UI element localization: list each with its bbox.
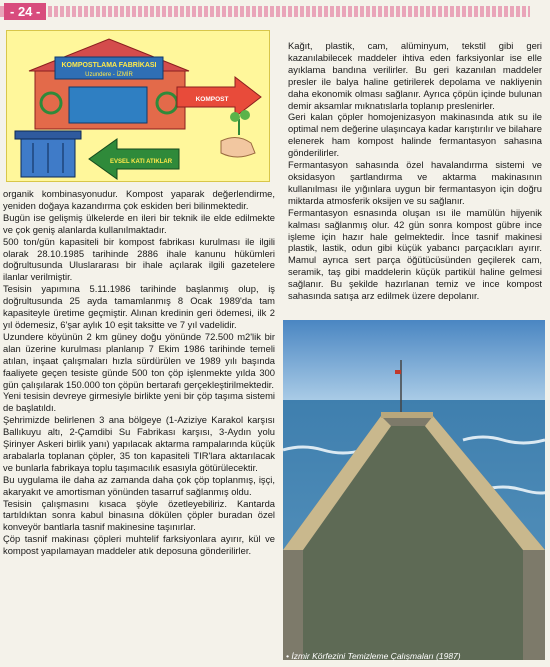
plant-leaf-icon [230,112,240,122]
factory-window [69,87,147,123]
photo-caption: • İzmir Körfezini Temizleme Çalışmaları (1987) [286,651,461,661]
paragraph: Bugün ise gelişmiş ülkelerde en ileri bir teknik ile elde edilmekte ve çok geniş alanlarda kullanılmaktadır. [3,211,275,235]
plant-leaf-icon [240,110,250,120]
factory-sign-sub: Uzundere - İZMİR [85,72,133,78]
page-number: - 24 - [4,3,46,20]
pier-end [381,412,433,418]
page-header [0,0,550,24]
header-rule [0,6,530,17]
left-text-column [3,188,275,557]
paragraph: Fermantasyon esnasında oluşan ısı ile mamülün hijyenik kalması sağlanmış olur. 42 gün sonra kompost gübre ince işleme için hazır hale gelmektedir. İnce tasnif makinesi plastik, lastik, odun gibi küçük yabancı parçacıkları ayırır. Mamul ayrıca sert parça öğütücüsünden geçilerek cam, seramik, taş gibi maddelerin küçük partikül haline gelmesi sağlanır. Bu şekilde hazırlanan temiz ve ince kompost sahasında satışa arz edilmek üzere depolanır. [288,206,542,302]
compost-arrow-label: KOMPOST [195,96,229,103]
paragraph: Uzundere köyünün 2 km güney doğu yönünde 72.500 m2'lik bir alan üzerine kurulması planlanıp 7 Ekim 1986 tarihinde temeli atılan, inşaat çalışmaları hızla sürdürülen ve 1989 yılı başında faaliyete geçen tesiste günde 500 ton çöp işlenmekte yılda 300 gün çalışılarak 150.000 ton çöpün bertarafı gerçekleştirilmektedir. [3,330,275,390]
hand-icon [221,137,255,157]
waste-arrow-label: EVSEL KATI ATIKLAR [109,159,173,165]
right-text-column [288,40,542,302]
paragraph: Tesisin yapımına 5.11.1986 tarihinde başlanmış olup, iş doğrultusunda 25 ayda tamamlanmış 8 Ocak 1989'da tam kapasiteyle üretime geçmiştir. Alınan kredinin geri ödemesi, ilk 2 yıl ödemesiz, 6'şar aylık 10 eşit taksitte ve 7 yıl vadelidir. [3,283,275,330]
paragraph: Çöp tasnif makinası çöpleri muhtelif farksiyonlara ayırır, kül ve kompost yapılamayan maddeler atık deposuna gönderilirler. [3,533,275,557]
paragraph: Geri kalan çöpler homojenizasyon makinasında atık su ile optimal nem değerine ulaşıncaya kadar karıştırılır ve bilahare elenerek ham kompost halinde fermantasyon sahasına gönderilirler. [288,111,542,159]
paragraph: organik kombinasyonudur. Kompost yaparak değerlendirme, yeniden doğaya kazandırma çok eskiden beri bilinmektedir. [3,188,275,211]
paragraph: Kağıt, plastik, cam, alüminyum, tekstil gibi geri kazanılabilecek maddeler ihtiva eden farksiyonlar ise elle ayıklama bandına verilirler. Bu geri kazanılan maddeler presler ile balya haline getirilerek depolama ve nakliyenin daha ekonomik olması sağlanır. Ayrıca çöpün içinde bulunan demir aksamlar mıknatıslarla toplanıp preslenirler. [288,40,542,111]
compost-diagram [7,31,269,181]
pier-photo-image [283,320,545,660]
flag [395,370,401,374]
paragraph: Bu uygulama ile daha az zamanda daha çok çöp toplanmış, işçi, akaryakıt ve amortisman yönünden tasarruf sağlanmış oldu. [3,473,275,497]
bin-lid [15,131,81,139]
paragraph: Tesisin çalışmasını kısaca şöyle özetleyebiliriz. Kantarda tartıldıktan sonra kabul binasına dökülen çöpler buradan özel konveyör bantlarla tasnif makinesine taşınırlar. [3,497,275,533]
compost-illustration [6,30,270,182]
sky [283,320,545,400]
pier-photo [283,320,545,660]
paragraph: 500 ton/gün kapasiteli bir kompost fabrikası kurulması ile ilgili olarak 28.10.1985 tarihinde 2886 ihale kanunu hükümleri doğrultusunda Uluslararası bir ihale açılarak ilgili gazetelere ilanlar verilmiştir. [3,235,275,283]
paragraph: Yeni tesisin devreye girmesiyle birlikte yeni bir çöp taşıma sistemi de başlatıldı. [3,390,275,414]
paragraph: Şehrimizde belirlenen 3 ana bölgeye (1-Aziziye Karakol karşısı Ballıkuyu altı, 2-Çamdibi Su Fabrikası karşısı, 3-Aydın yolu Şirinyer Askeri birlik yanı) yapılacak aktarma rampalarında küçük arabalarla toplanan çöpler, 35 ton kapasiteli TIR'lara aktarılacak ve bunlarla fabrikaya toplu taşımacılık esasıyla götürülecektir. [3,414,275,473]
factory-sign-text: KOMPOSTLAMA FABRİKASI [61,62,157,69]
paragraph: Fermantasyon sahasında özel havalandırma sistemi ve oksidasyon şartlandırma ve aktarma makinasının kullanılması ile yığınlara uygun bir fermantasyon için doğru miktarda atmosferik oksijen ve su sağlanır. [288,159,542,206]
